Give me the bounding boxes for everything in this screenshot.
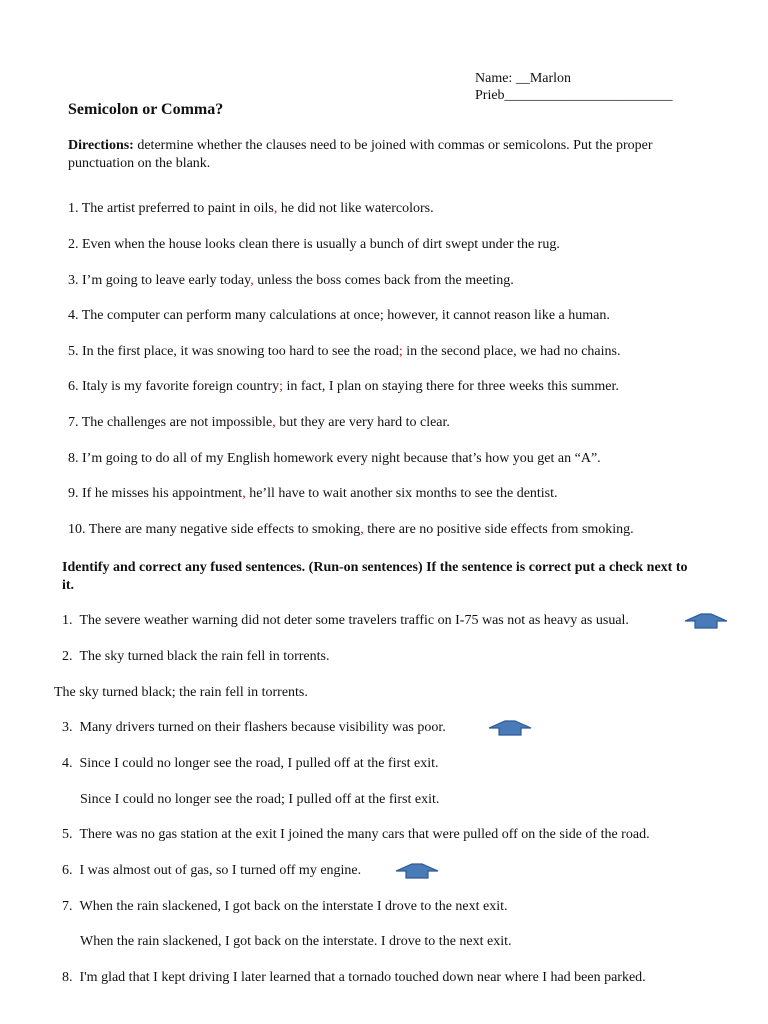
list-item: 4. The computer can perform many calculations at once; however, it cannot reason like a human. <box>68 308 610 323</box>
list-item: 10. There are many negative side effects to smoking, there are no positive side effects from smoking. <box>68 522 634 537</box>
section-heading: Identify and correct any fused sentences. (Run-on sentences) If the sentence is correct put a check next to it. <box>62 560 688 593</box>
check-mark-icon <box>487 719 533 737</box>
punctuation-answer: , <box>250 273 254 288</box>
punctuation-answer: , <box>360 522 364 537</box>
check-mark-icon <box>683 612 729 630</box>
list-item: 4. Since I could no longer see the road, I pulled off at the first exit. <box>62 756 439 771</box>
list-item: 8. I'm glad that I kept driving I later learned that a tornado touched down near where I had been parked. <box>62 970 646 985</box>
check-mark-icon <box>394 862 440 880</box>
list-item: 5. There was no gas station at the exit I joined the many cars that were pulled off on the side of the road. <box>62 827 650 842</box>
page-title: Semicolon or Comma? <box>68 101 224 118</box>
list-item: 2. The sky turned black the rain fell in torrents. <box>62 649 330 664</box>
name-field <box>475 70 673 104</box>
list-item: 3. Many drivers turned on their flashers because visibility was poor. <box>62 720 446 735</box>
punctuation-answer: , <box>242 486 246 501</box>
directions-label: Directions: <box>68 138 134 153</box>
list-item: 8. I’m going to do all of my English homework every night because that’s how you get an “A”. <box>68 451 601 466</box>
punctuation-answer: , <box>273 201 278 216</box>
list-item: 6. I was almost out of gas, so I turned off my engine. <box>62 863 362 878</box>
list-item: 3. I’m going to leave early today, unless the boss comes back from the meeting. <box>68 273 514 288</box>
corrected-sentence: Since I could no longer see the road; I pulled off at the first exit. <box>80 792 440 807</box>
punctuation-answer: ; <box>279 379 283 394</box>
list-item: 7. When the rain slackened, I got back on the interstate I drove to the next exit. <box>62 899 508 914</box>
corrected-sentence: When the rain slackened, I got back on the interstate. I drove to the next exit. <box>80 934 512 949</box>
list-item: 5. In the first place, it was snowing too hard to see the road; in the second place, we had no chains. <box>68 344 621 359</box>
punctuation-answer: , <box>272 415 276 430</box>
punctuation-answer: ; <box>398 344 403 359</box>
list-item: 1. The artist preferred to paint in oils, he did not like watercolors. <box>68 201 434 216</box>
list-item: 6. Italy is my favorite foreign country; in fact, I plan on staying there for three weeks this summer. <box>68 379 619 394</box>
name-line: Name: __Marlon <box>475 71 572 86</box>
list-item: 1. The severe weather warning did not deter some travelers traffic on I-75 was not as heavy as usual. <box>62 613 629 628</box>
name-line-2: Prieb________________________ <box>475 88 673 103</box>
list-item: 7. The challenges are not impossible, but they are very hard to clear. <box>68 415 450 430</box>
directions <box>68 137 688 173</box>
list-item: 9. If he misses his appointment, he’ll have to wait another six months to see the dentist. <box>68 486 558 501</box>
corrected-sentence: The sky turned black; the rain fell in torrents. <box>54 685 308 700</box>
list-item: 2. Even when the house looks clean there is usually a bunch of dirt swept under the rug. <box>68 237 560 252</box>
directions-text: determine whether the clauses need to be joined with commas or semicolons. Put the proper punctuation on the blank. <box>68 138 653 171</box>
